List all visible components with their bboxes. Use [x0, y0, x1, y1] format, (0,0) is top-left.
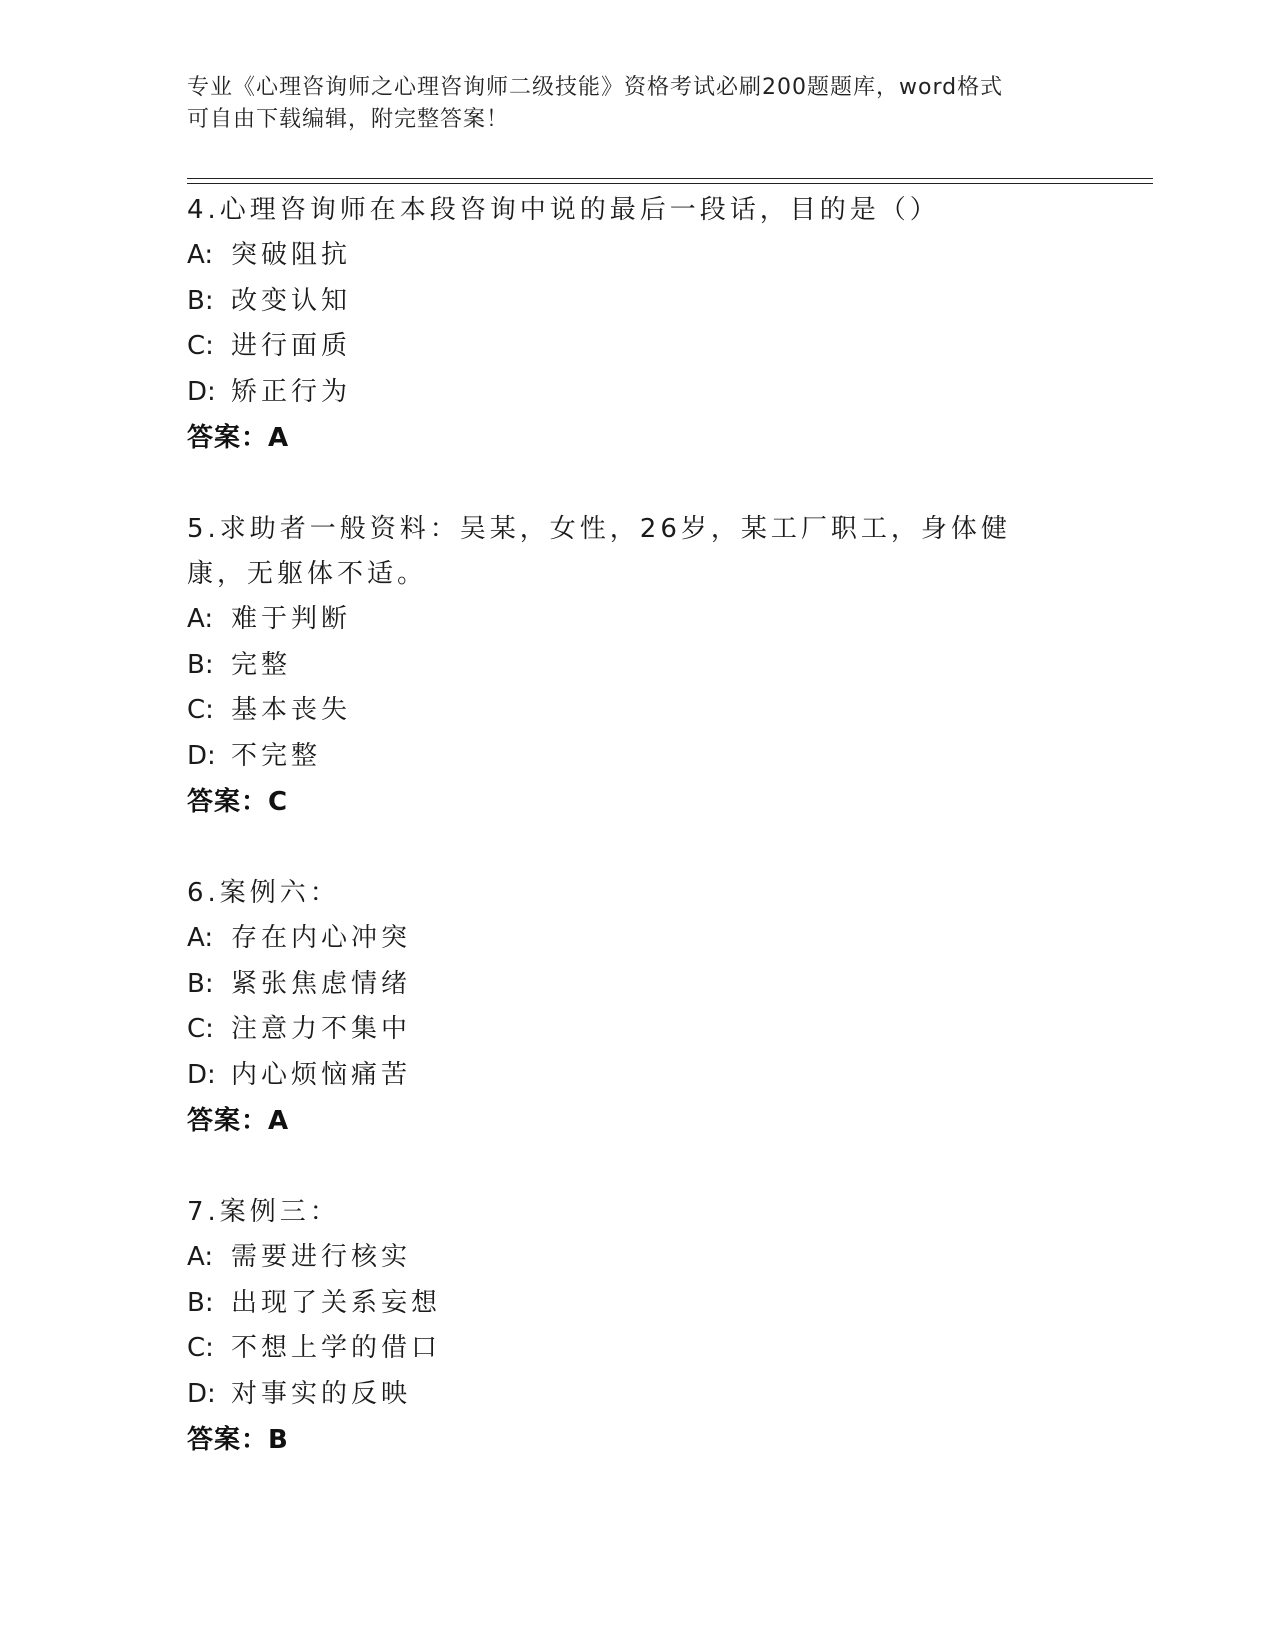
option-a [187, 916, 1067, 962]
option-text: 不完整 [231, 740, 322, 771]
option-text: 对事实的反映 [231, 1378, 412, 1409]
option-text: 完整 [231, 649, 292, 680]
option-text: 不想上学的借口 [231, 1333, 442, 1363]
option-b [187, 962, 1067, 1008]
option-letter: D: [187, 1378, 216, 1409]
answer-label: 答案： [187, 423, 269, 453]
option-b [187, 643, 1067, 689]
option-letter: B: [187, 1287, 214, 1318]
option-text: 出现了关系妄想 [231, 1287, 442, 1318]
option-letter: D: [187, 740, 216, 771]
option-letter: C: [187, 1333, 214, 1363]
option-c [187, 688, 1067, 734]
answer-line [187, 1098, 1067, 1144]
question-6 [187, 871, 1067, 1144]
option-letter: A: [187, 1242, 214, 1272]
option-b [187, 279, 1067, 325]
header-divider-bottom [187, 183, 1153, 184]
option-a [187, 1235, 1067, 1281]
option-letter: C: [187, 331, 214, 361]
answer-value: A [268, 423, 290, 453]
option-letter: C: [187, 695, 214, 725]
option-d [187, 734, 1067, 780]
option-letter: B: [187, 285, 214, 316]
option-text: 内心烦恼痛苦 [231, 1059, 412, 1090]
question-list [187, 188, 1067, 1509]
option-a [187, 233, 1067, 279]
option-letter: D: [187, 1059, 216, 1090]
option-text: 注意力不集中 [231, 1014, 412, 1044]
question-text: 6.案例六： [187, 878, 340, 908]
question-5 [187, 507, 1067, 825]
option-d [187, 1372, 1067, 1418]
answer-label: 答案： [187, 787, 269, 817]
header-divider-top [187, 178, 1153, 179]
answer-line [187, 779, 1067, 825]
question-text: 7.案例三： [187, 1197, 340, 1227]
option-letter: A: [187, 604, 214, 634]
option-letter: B: [187, 968, 214, 999]
document-header [187, 72, 1067, 136]
answer-value: C [268, 787, 289, 817]
option-letter: A: [187, 923, 214, 953]
answer-line [187, 415, 1067, 461]
question-4 [187, 188, 1067, 461]
header-line-1: 专业《心理咨询师之心理咨询师二级技能》资格考试必刷200题题库，word格式 [187, 75, 1004, 100]
option-b [187, 1281, 1067, 1327]
option-text: 存在内心冲突 [231, 923, 412, 953]
option-letter: C: [187, 1014, 214, 1044]
answer-line [187, 1417, 1067, 1463]
option-a [187, 597, 1067, 643]
option-text: 矫正行为 [231, 376, 352, 407]
question-text: 4.心理咨询师在本段咨询中说的最后一段话，目的是（） [187, 195, 940, 225]
question-text: 5.求助者一般资料：吴某，女性，26岁，某工厂职工，身体健康，无躯体不适。 [187, 514, 1011, 589]
option-text: 突破阻抗 [231, 240, 352, 270]
option-text: 进行面质 [231, 331, 352, 361]
option-text: 难于判断 [231, 604, 352, 634]
answer-label: 答案： [187, 1106, 269, 1136]
option-d [187, 370, 1067, 416]
option-letter: D: [187, 376, 216, 407]
option-c [187, 324, 1067, 370]
option-letter: B: [187, 649, 214, 680]
question-7 [187, 1190, 1067, 1463]
answer-label: 答案： [187, 1425, 269, 1455]
option-text: 紧张焦虑情绪 [231, 968, 412, 999]
option-c [187, 1326, 1067, 1372]
option-d [187, 1053, 1067, 1099]
answer-value: B [268, 1425, 289, 1455]
option-letter: A: [187, 240, 214, 270]
option-text: 改变认知 [231, 285, 352, 316]
option-text: 需要进行核实 [231, 1242, 412, 1272]
header-line-2: 可自由下载编辑，附完整答案！ [187, 107, 510, 132]
option-text: 基本丧失 [231, 695, 352, 725]
option-c [187, 1007, 1067, 1053]
answer-value: A [268, 1106, 290, 1136]
